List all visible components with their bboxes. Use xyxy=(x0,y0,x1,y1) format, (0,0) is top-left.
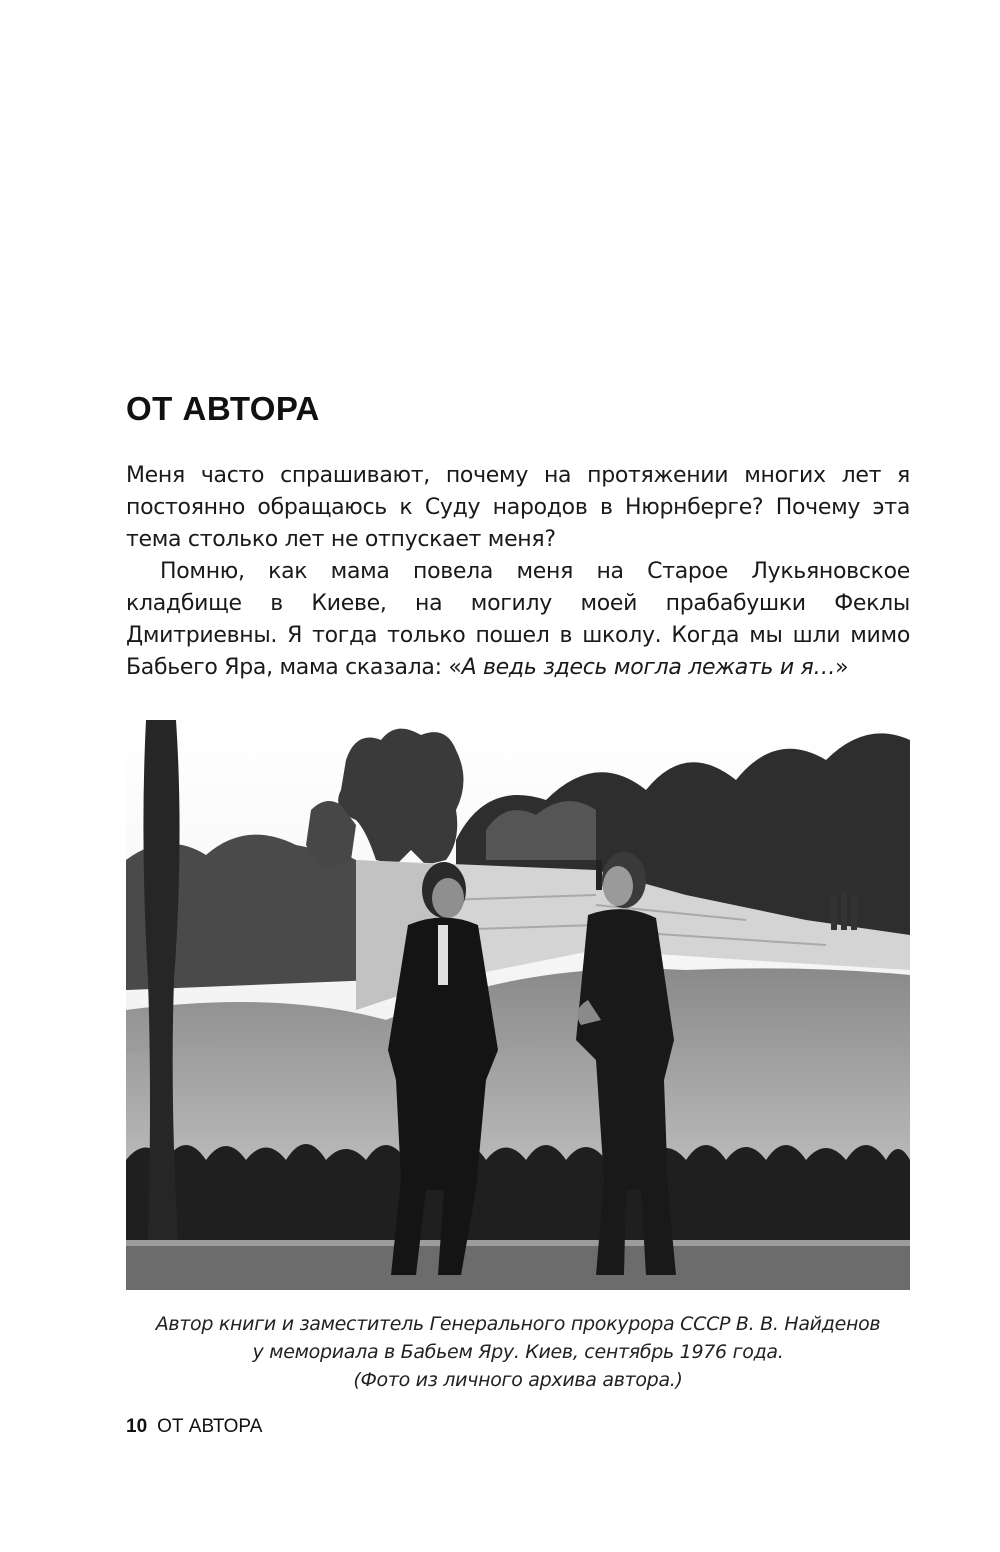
running-title: ОТ АВТОРА xyxy=(157,1416,263,1437)
hedge xyxy=(126,1144,910,1240)
page-number: 10 xyxy=(126,1416,148,1437)
chapter-heading: ОТ АВТОРА xyxy=(126,390,320,427)
memorial-photo xyxy=(126,720,910,1290)
paragraph-2-text: Помню, как мама повела меня на Старое Лукьяновское кладбище в Киеве, на могилу моей прабабушки Феклы Дмитриевны. Я тогда только пошел в школу. Когда мы шли мимо Бабьего Яра, мама сказала: « xyxy=(126,559,910,680)
paragraph-2-quote-close: » xyxy=(835,655,849,680)
paragraph-2-quote: А ведь здесь могла лежать и я… xyxy=(461,655,836,680)
footpath xyxy=(126,1240,910,1290)
photo-caption xyxy=(126,1310,910,1394)
caption-line: Автор книги и заместитель Генерального прокурора СССР В. В. Найденов xyxy=(155,1313,881,1335)
paragraph-2 xyxy=(126,556,910,684)
caption-line: у мемориала в Бабьем Яру. Киев, сентябрь 1976 года. xyxy=(252,1341,784,1363)
page-footer xyxy=(126,1416,263,1438)
caption-line: (Фото из личного архива автора.) xyxy=(353,1369,683,1391)
paragraph-1: Меня часто спрашивают, почему на протяжении многих лет я постоянно обращаюсь к Суду народов в Нюрнберге? Почему эта тема столько лет не отпускает меня? xyxy=(126,463,910,552)
body-text xyxy=(126,460,910,684)
